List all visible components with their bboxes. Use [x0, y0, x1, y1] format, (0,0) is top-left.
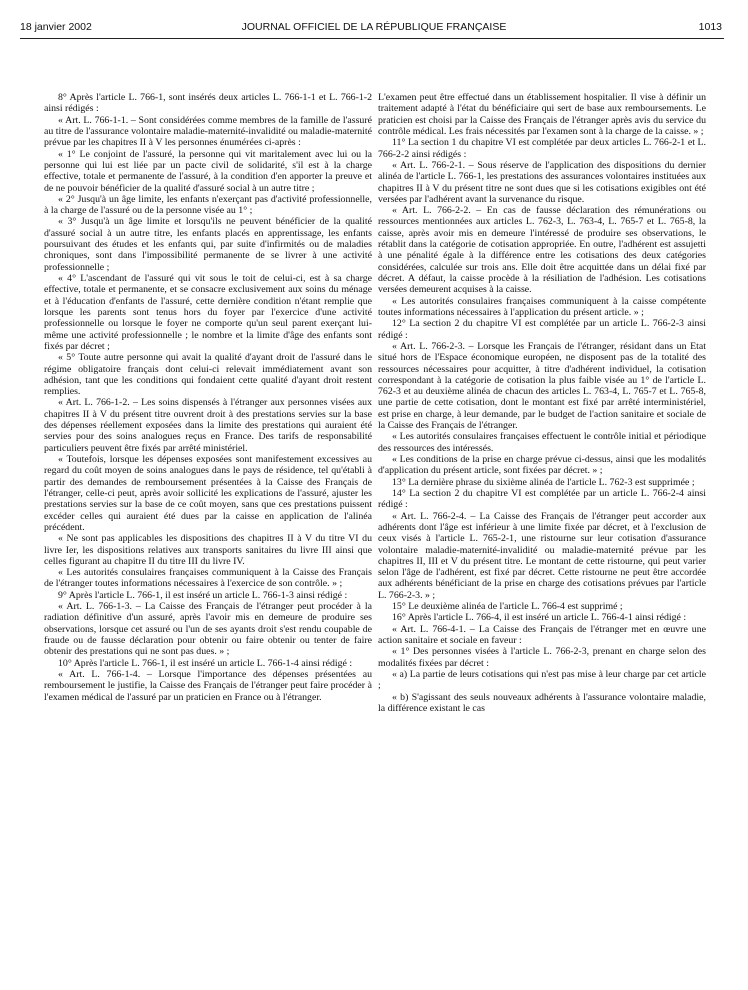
paragraph: « Les autorités consulaires françaises communiquent à la Caisse des Français de l'étranger toutes informations nécessaires à l'exercice de son contrôle. » ; — [44, 567, 372, 590]
paragraph: « Art. L. 766-1-2. – Les soins dispensés à l'étranger aux personnes visées aux chapitres II à V du présent titre ouvrent droit à des prestations servies sur la base des dépenses réellement exposées dans la limite des prestations qui auraient été servies pour des soins analogues reçus en France. Des tarifs de responsabilité particuliers peuvent être fixés par arrêté ministériel. — [44, 397, 372, 454]
left-column — [44, 92, 372, 703]
header-title: JOURNAL OFFICIEL DE LA RÉPUBLIQUE FRANÇAISE — [241, 21, 507, 33]
paragraph: 14° La section 2 du chapitre VI est complétée par un article L. 766-2-4 ainsi rédigé : — [378, 487, 706, 511]
paragraph: « Art. L. 766-2-2. – En cas de fausse déclaration des rémunérations ou ressources mentionnées aux articles L. 762-3, L. 763-4, L. 765-7 et L. 765-8, la caisse, après avoir mis en demeure l'intéressé de produire ses observations, le rétablit dans la catégorie de cotisation appropriée. En outre, l'adhérent est assujetti à une pénalité égale à la différence entre les cotisations des deux catégories considérées, calculée sur trois ans. Elle doit être acquittée dans un délai fixé par décret. A défaut, la caisse procède à la résiliation de l'adhésion. Les cotisations versées demeurent acquises à la caisse. — [378, 205, 706, 296]
paragraph: « Art. L. 766-1-4. – Lorsque l'importance des dépenses présentées au remboursement le justifie, la Caisse des Français de l'étranger peut faire procéder à l'examen médical de l'assuré par un praticien en France ou à l'étranger. — [44, 668, 372, 703]
paragraph: « Les autorités consulaires françaises communiquent à la caisse compétente toutes informations nécessaires à l'application du présent article. » ; — [378, 295, 706, 318]
paragraph: « 4° L'ascendant de l'assuré qui vit sous le toit de celui-ci, est à sa charge effective, totale et permanente, et se consacre exclusivement aux soins du ménage et à l'éducation d'enfants de l'assuré, cette dernière condition n'étant remplie que lorsque les parents sont tenus hors du foyer par l'exercice d'une activité professionnelle ou lorsque le foyer ne comporte qu'un seul parent exerçant lui-même une activité professionnelle ; le nombre et la limite d'âge des enfants sont fixés par décret ; — [44, 273, 372, 352]
paragraph: 10° Après l'article L. 766-1, il est inséré un article L. 766-1-4 ainsi rédigé : — [58, 657, 353, 669]
paragraph: 15° Le deuxième alinéa de l'article L. 766-4 est supprimé ; — [392, 601, 623, 613]
header-page-number: 1013 — [698, 21, 722, 33]
paragraph: « Art. L. 766-2-3. – Lorsque les Français de l'étranger, résidant dans un Etat situé hors de l'Espace économique européen, ne disposent pas de la totalité des ressources nécessaires pour acquitter, à titre d'adhérent individuel, la cotisation correspondant à la catégorie de cotisation la plus faible visée au 1° de l'article L. 762-3 et au deuxième alinéa de chacun des articles L. 763-4, L. 765-7 et L. 765-8, une partie de cette cotisation, dont le montant est fixé par arrêté interministériel, est prise en charge, à leur demande, par le budget de l'action sanitaire et sociale de la Caisse des Français de l'étranger. — [378, 340, 706, 432]
paragraph: « 2° Jusqu'à un âge limite, les enfants n'exerçant pas d'activité professionnelle, à la charge de l'assuré ou de la personne visée au 1° ; — [44, 193, 372, 217]
paragraph: « b) S'agissant des seuls nouveaux adhérents à l'assurance volontaire maladie, la différence existant le cas — [378, 691, 706, 714]
paragraph: « 1° Des personnes visées à l'article L. 766-2-3, prenant en charge selon des modalités fixées par décret : — [378, 646, 706, 669]
paragraph: « a) La partie de leurs cotisations qui n'est pas mise à leur charge par cet article ; — [378, 668, 706, 692]
paragraph: « Art. L. 766-2-1. – Sous réserve de l'application des dispositions du dernier alinéa de l'article L. 766-1, les prestations des assurances volontaires instituées aux chapitres II à V du présent titre ne sont dues que si les cotisations exigibles ont été versées par l'adhérent avant la survenance du risque. — [378, 159, 706, 205]
paragraph-continued: L'examen peut être effectué dans un établissement hospitalier. Il vise à définir un traitement adapté à l'état du bénéficiaire qui sert de base aux remboursements. Le praticien est choisi par la Caisse des Français de l'étranger après avis du service du contrôle médical. Les frais nécessités par l'examen sont à la charge de la caisse. » ; — [378, 92, 706, 137]
paragraph: « Les autorités consulaires françaises effectuent le contrôle initial et périodique des ressources des intéressés. — [378, 431, 706, 454]
paragraph: 13° La dernière phrase du sixième alinéa de l'article L. 762-3 est supprimée ; — [392, 476, 695, 488]
paragraph: « Art. L. 766-2-4. – La Caisse des Français de l'étranger peut accorder aux adhérents dont l'âge est inférieur à une limite fixée par décret, et à l'exclusion de ceux visés à l'article L. 765-2-1, une ristourne sur leur cotisation d'assurance volontaire maladie-maternité-invalidité ou maladie-maternité prévue par les chapitres II, III et V du présent titre. Le montant de cette ristourne, qui peut varier selon l'âge de l'adhérent, est fixé par décret. Cette ristourne ne peut être accordée aux adhérents bénéficiant de la prise en charge des cotisations prévues par l'article L. 766-2-3. » ; — [378, 510, 706, 601]
paragraph: « 5° Toute autre personne qui avait la qualité d'ayant droit de l'assuré dans le régime obligatoire français dont celui-ci relevait immédiatement avant son adhésion, tant que les conditions qui fondaient cette qualité d'ayant droit restent remplies. — [44, 352, 372, 398]
paragraph: « Art. L. 766-1-3. – La Caisse des Français de l'étranger peut procéder à la radiation définitive d'un assuré, après l'avoir mis en demeure de produire ses observations, lorsque cet assuré ou l'un de ses ayants droit s'est rendu coupable de fraude ou de fausse déclaration pour obtenir ou faire obtenir ou tenter de faire obtenir des prestations qui ne sont pas dues. » ; — [44, 601, 372, 658]
paragraph: 11° La section 1 du chapitre VI est complétée par deux articles L. 766-2-1 et L. 766-2-2 ainsi rédigés : — [378, 137, 706, 160]
paragraph: 8° Après l'article L. 766-1, sont insérés deux articles L. 766-1-1 et L. 766-1-2 ainsi rédigés : — [44, 92, 372, 115]
paragraph: « Toutefois, lorsque les dépenses exposées sont manifestement excessives au regard du coût moyen de soins analogues dans le pays de résidence, tel qu'établi à partir des demandes de remboursement présentées à la Caisse des Français de l'étranger, celle-ci peut, après avoir sollicité les explications de l'assuré, ajuster les prestations servies sur la base de ce coût moyen, sans que ces prestations puissent excéder celles qui auraient été dues par la caisse en application de l'alinéa précédent. — [44, 454, 372, 533]
paragraph: « Art. L. 766-1-1. – Sont considérées comme membres de la famille de l'assuré au titre de l'assurance volontaire maladie-maternité-invalidité ou maladie-maternité prévue par les chapitres II à V les personnes énumérées ci-après : — [44, 114, 372, 149]
paragraph: 12° La section 2 du chapitre VI est complétée par un article L. 766-2-3 ainsi rédigé : — [378, 318, 706, 341]
header-date: 18 janvier 2002 — [20, 21, 92, 33]
paragraph: 16° Après l'article L. 766-4, il est inséré un article L. 766-4-1 ainsi rédigé : — [392, 612, 687, 624]
header-rule — [20, 38, 724, 39]
paragraph: « Art. L. 766-4-1. – La Caisse des Français de l'étranger met en œuvre une action sanitaire et sociale en faveur : — [378, 623, 706, 646]
paragraph: « 3° Jusqu'à un âge limite et lorsqu'ils ne peuvent bénéficier de la qualité d'assuré social à un autre titre, les enfants placés en apprentissage, les enfants poursuivant des études et les enfants qui, par suite d'infirmités ou de maladies chroniques, sont dans l'impossibilité permanente de se livrer à une activité professionnelle ; — [44, 216, 372, 273]
paragraph: 9° Après l'article L. 766-1, il est inséré un article L. 766-1-3 ainsi rédigé : — [58, 589, 348, 601]
right-column — [378, 92, 706, 714]
paragraph: « 1° Le conjoint de l'assuré, la personne qui vit maritalement avec lui ou la personne qui lui est liée par un pacte civil de solidarité, s'il est à la charge effective, totale et permanente de l'assuré, à la condition d'en apporter la preuve et de ne pouvoir bénéficier de la qualité d'assuré social à un autre titre ; — [44, 148, 372, 194]
paragraph: « Les conditions de la prise en charge prévue ci-dessus, ainsi que les modalités d'application du présent article, sont fixées par décret. » ; — [378, 454, 706, 477]
paragraph: « Ne sont pas applicables les dispositions des chapitres II à V du titre VI du livre Ier, les dispositions relatives aux transports sanitaires du livre III ainsi que celles figurant au chapitre II du titre III du livre IV. — [44, 533, 372, 567]
